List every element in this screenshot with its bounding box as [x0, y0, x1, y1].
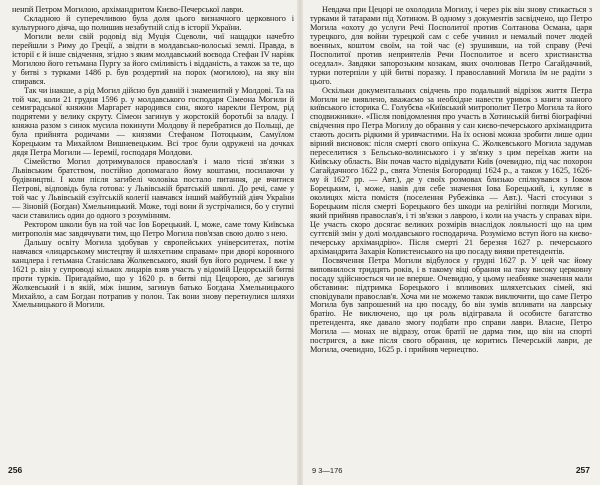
paragraph: Так чи інакше, а рід Могил дійсно був давній і знаменитий у Молдові. Та на той час, коли 21 грудня 1596 р. у молдавського господаря Сімеона Могили й семиградської княжни Маргарет народився син, якого нарекли Петром, рід подрятеми у велику скруту. Сімеон загинув у жорстокій боротьбі за владу. І княжна разом з синок мусила покинути Молдову й перебратися до Польщі, де була прийнята родичами — князями Стефаном Потоцьким, Самуїлом Корецьким та Михайлом Вишневецьким. Всі троє були одружені на дочках дядя Петра Могили — Іеремії, господаря Молдови.: [12, 85, 294, 158]
paragraph: Дальшу освіту Могила здобував у європейських університетах, потім навчався «лицарському мистецтву й шляхетним справам» при дворі коронного канцлера і гетьмана Станіслава Жолкевського, який був його родичем. І вже у 1621 р. він у супроводі кількох лицарів взяв участь у відомій Цецорській битві проти турків. Пригадаймо, що у 1620 р. в битві під Цецорою, де загинув Жолкевський і в якій, між іншим, загинув батько Богдана Хмельницького Михайло, а сам Богдан потрапив у полон. Так вони знову перетнулися шляхи Хмельницького й Могили.: [12, 237, 294, 310]
paragraph: ненпй Петром Могилою, архімандритом Києво-Печерської лаври.: [12, 5, 244, 14]
right-page-text: [310, 6, 592, 355]
paragraph: Невдача при Цецорі не охолодила Могилу, і через рік він знову стикається з турками й татарами під Хотином. В одному з документів засвідчено, що Петро Могила «охоту до услуги Речі Посполитої против Солтанова Османа, царя турецкого, для войни турецкой сам с себе учинил и немалый почет людей военных, коштом своїм, на той час (е) зрушивши, на той справу (Речі Посполитої против неприятелів Речи Посполитое и всего христианства оседлал». Завдяки запорозьким козакам, яких очолював Петро Сагайдачний, турки потерпіли у цій битві поразку. І православний Могила їм не радіти з цього.: [310, 5, 592, 86]
paragraph: Оскільки документальних свідчень про подальший відрізок життя Петра Могили не виявлено, вважаємо за необхідне навести уривок з книги знаного київського історика С. Голубєва «Київський митрополит Петро Могила та його сподвижники». «Після повідомлення про участь в Хотинській битві біографічні свідчення про Петра Могилу до обрання у сан києво-печерського архімандрита стають досить рідкими й уривчастими. На їх основі можна зробити лише один вірний висновок: після смерті свого опікуна С. Жолкевського Могила задумав переселитися з Бельсько-волинського і у зв'язку з цим переїхав жити на Київську область. Він почав часто відвідувати Київ (очевидно, під час похорон Сагайдачного 1622 р., свята Успенія Богородиці 1624 р., а також у 1625, 1626-му й 1627 рр. — Авт.), де у своїх розмовах близько спілкувався з Іовом Борецьким, і, може, навів для себе значення Іова Борецький, і, купляє в околицях міста помістя (поселення Рубежівка — Авт.). Часті стосунки з Борецьким після смерті Борецького без шкоди на релігійні погляди Могили, який прийняв православ'я, і ті зв'язки з лаврою, і коли на участь у справах віри. Це участь скоро досягає великих розмірів внаслідок лояльності що на цим суттєвій змін у долі молдавського господарича. Розуміємо вступ його на києво-печерську архімандрію». Після смерті 21 березня 1627 р. печерського архімандрита Захарія Копистенського на цю посаду вияви претендентів.: [310, 85, 592, 256]
paragraph: Ректором школи був на той час Іов Борецький. І, може, саме тому Київська митрополія має завдячувати тим, що Петро Могила пов'язав свою долю з нею.: [12, 219, 294, 238]
paragraph: Складною й суперечливою була доля цього визначного церковного і культурного діяча, що полишив незабутній слід в історії України.: [12, 13, 294, 32]
left-page-text: [12, 6, 294, 310]
paragraph: Сімейство Могил дотримувалося православ'я і мало тісні зв'язки з Львівським братством, постійно допомагало йому коштами, посилаючи у будівництві. І коли після загибелі чоловіка постало питання, де вчитися Петрові, відповідь була готова: у Львівській братській школі. До речі, саме у той час у Львівській єзуїтській колегії навчався інший майбутній діяч України — Зіновій (Богдан) Хмельницький. Може, тоді вони й зустрічалися, бо у ступні часи ставились один до одного з розумінням.: [12, 157, 294, 220]
page-number-right: 257: [575, 465, 590, 475]
page-number-left: 256: [8, 465, 23, 475]
right-page: [300, 0, 600, 485]
printer-signature: 9 3—176: [312, 466, 343, 475]
paragraph: Посвячення Петра Могили відбулося у грудні 1627 р. У цей час йому виповнилося тридцять років, і в такому віці обрання на таку високу церковну посаду здійснюється чи не вперше. Очевидно, у цьому неабияке значення мали обставини: підтримка Борецького і впливових шляхетських сімей, які сповідували православ'я. Хоча ми не можемо також виключити, що саме Петро Могила був запрошений на цю посаду, бо він зумів впливати на лаврську братію. Не виключено, що ця роль відігравала й особисте багатство претендента, яке давало змогу подбати про справи лаври. Власне, Петро Могила — монах не відразу, отож братії не дарма тим, що він на спорті постригся, а вже після свого обрання, це коритись Печерській лаври, де Могила, очевидно, 1625 р. і прийняв чернецтво.: [310, 255, 592, 355]
paragraph: Могили вели свій родовід від Муція Сцеволи, чиї нащадки начебто перейшли з Риму до Греції, а звідти в молдавсько-волоські землі. Правда, в історії є й інше свідчення, згідно з яким молдавський воєвода Стефан IV наріяк Могилою його гетьмана Пургу за його сміливість і відданість, а також за те, що у битві з турками 1486 р. був роздертий на порох (могилою), на яку він спирався.: [12, 31, 294, 86]
